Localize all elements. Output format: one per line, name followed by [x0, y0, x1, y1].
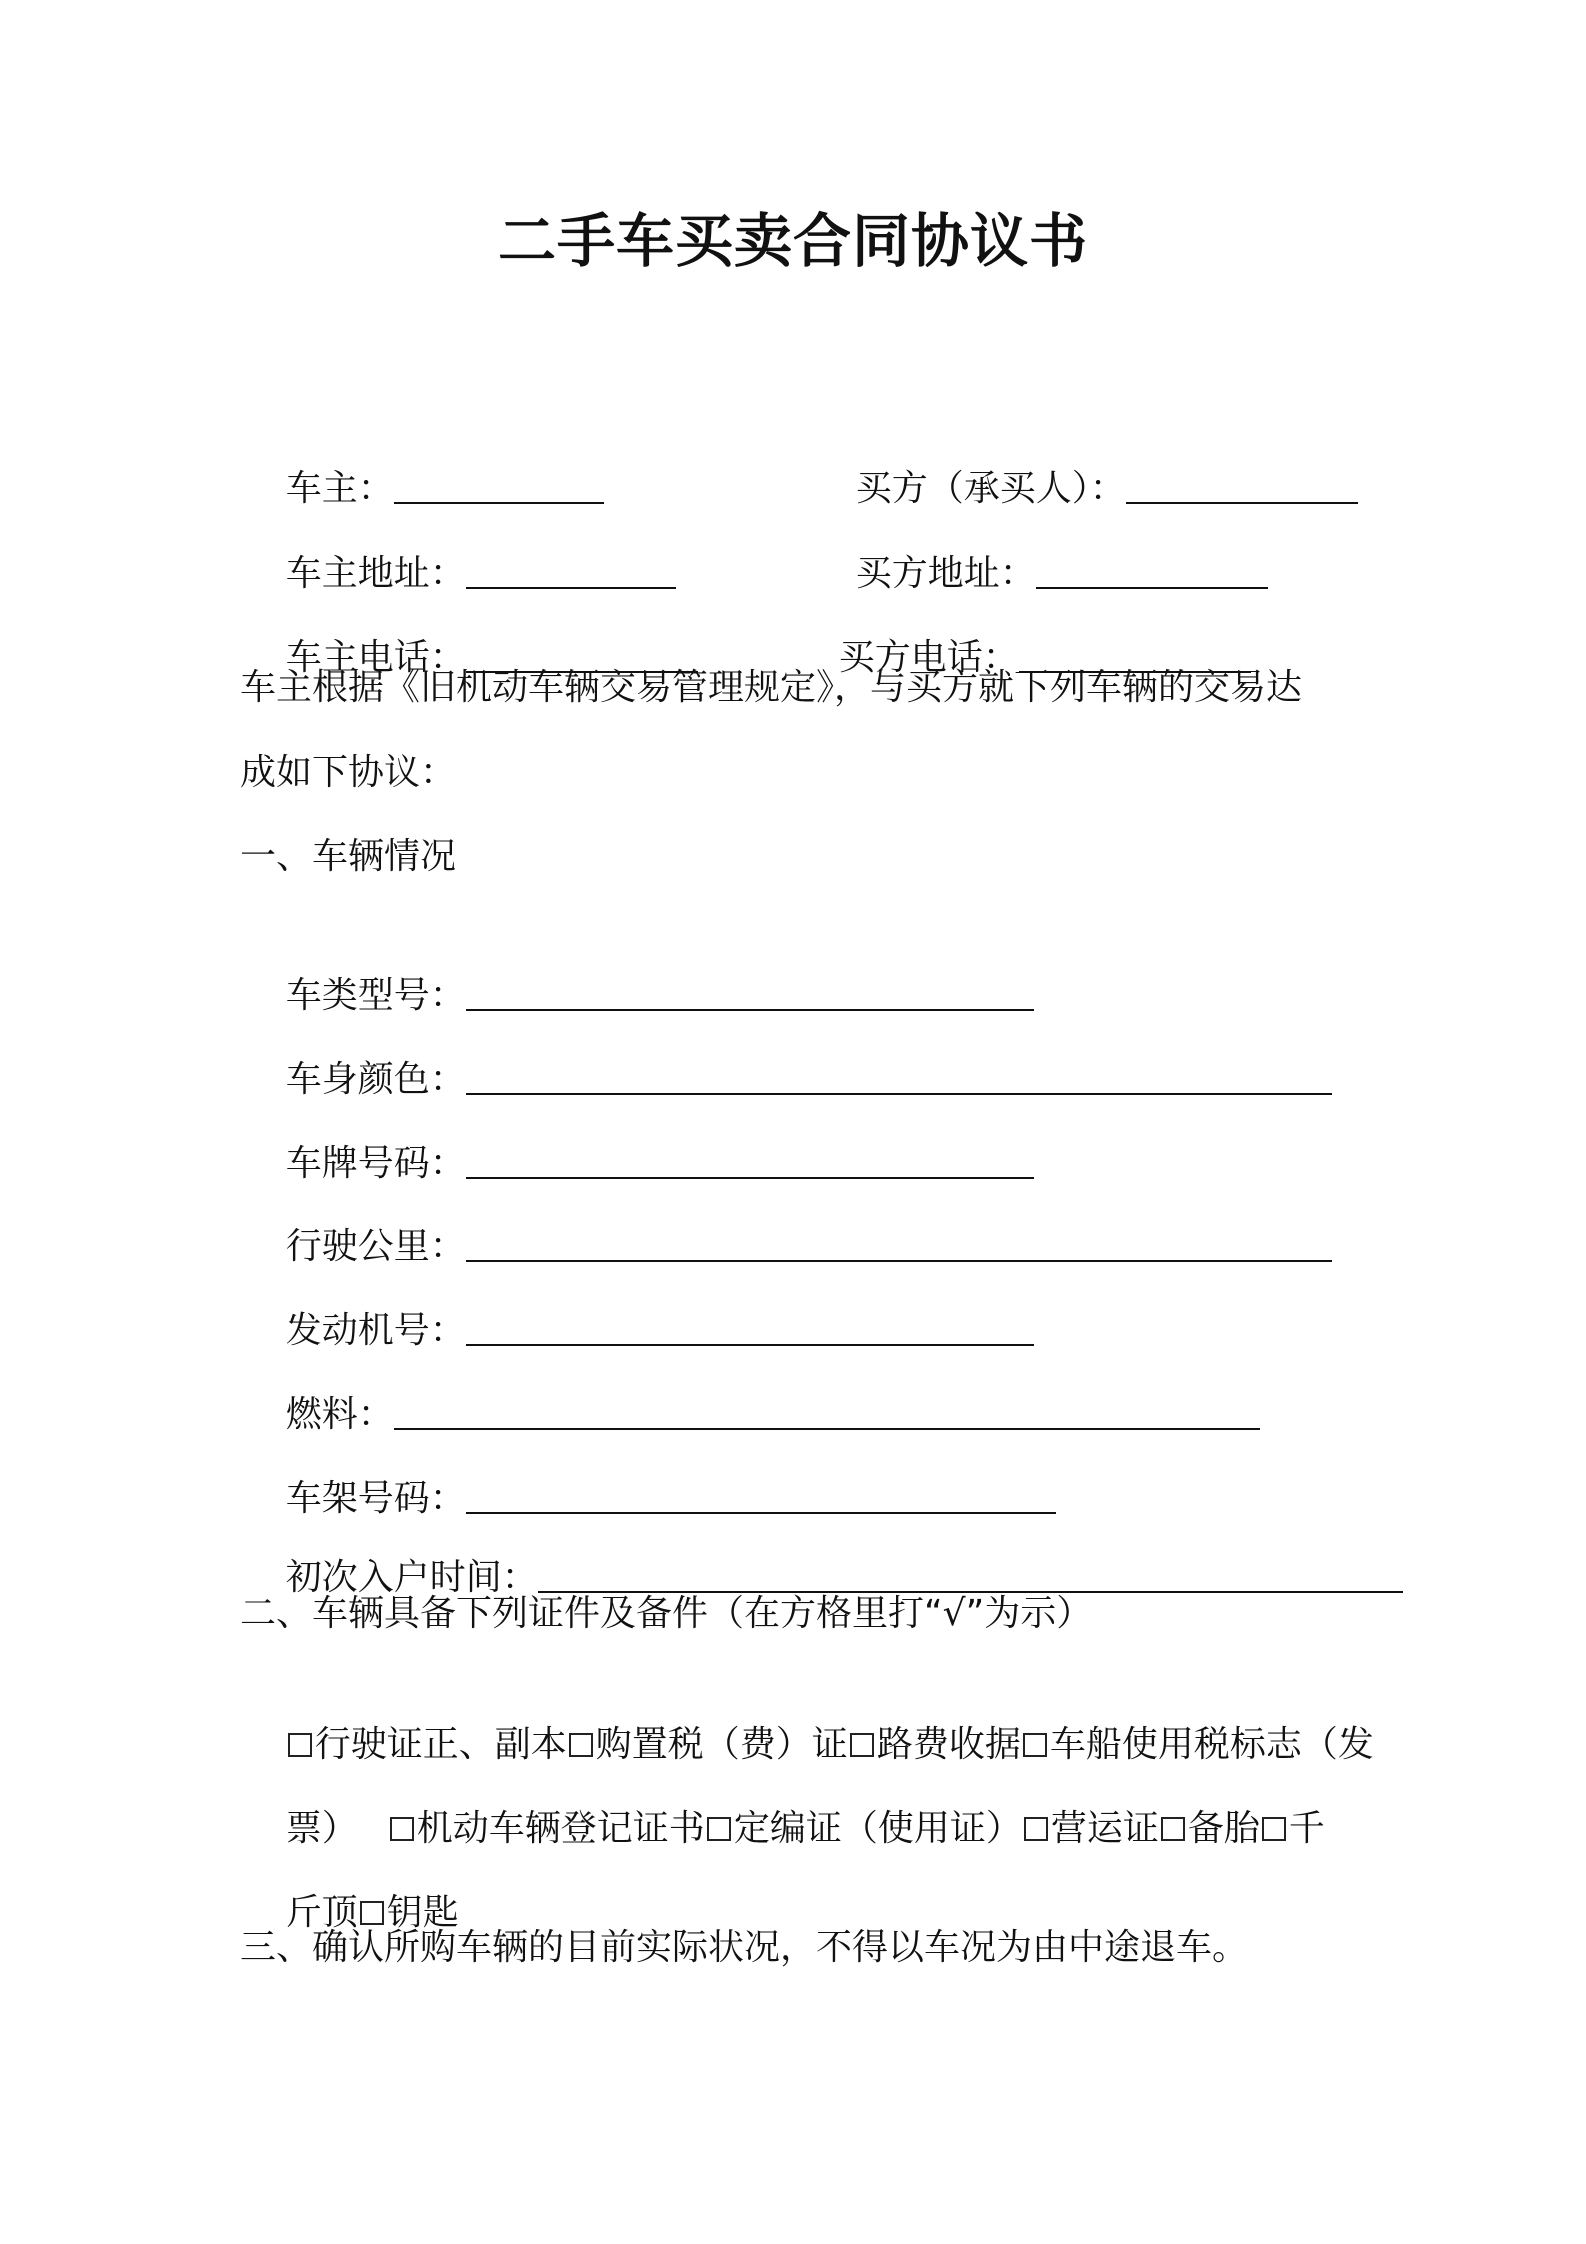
owner-address-label: 车主地址： — [285, 553, 466, 594]
first-registration-label: 初次入户时间： — [285, 1557, 538, 1598]
checkbox-jack[interactable] — [1262, 1817, 1286, 1841]
buyer-phone-label: 买方电话： — [838, 637, 1019, 678]
item-keys: 钥匙 — [386, 1892, 459, 1933]
vin-label: 车架号码： — [285, 1478, 466, 1519]
buyer-label: 买方（承买人）： — [855, 468, 1126, 509]
checkbox-quota-cert[interactable] — [707, 1817, 731, 1841]
checkbox-operation-cert[interactable] — [1024, 1817, 1048, 1841]
section2-heading: 二、车辆具备下列证件及备件（在方格里打“√”为示） — [240, 1593, 1093, 1634]
item-jack-b: 斤顶 — [285, 1892, 358, 1933]
model-field[interactable] — [466, 971, 1034, 1007]
checkbox-toll-receipt[interactable] — [850, 1733, 874, 1757]
item-operation-cert: 营运证 — [1050, 1808, 1159, 1849]
document-title: 二手车买卖合同协议书 — [497, 207, 1088, 275]
checkbox-spare-tire[interactable] — [1161, 1817, 1185, 1841]
engine-label: 发动机号： — [285, 1310, 466, 1351]
color-field[interactable] — [466, 1055, 1332, 1091]
first-registration-field[interactable] — [538, 1553, 1403, 1589]
plate-field[interactable] — [466, 1139, 1034, 1175]
buyer-address-label: 买方地址： — [855, 553, 1036, 594]
model-label: 车类型号： — [285, 975, 466, 1016]
section3-heading: 三、确认所购车辆的目前实际状况，不得以车况为由中途退车。 — [240, 1927, 1249, 1968]
owner-label: 车主： — [285, 468, 394, 509]
fuel-field[interactable] — [394, 1390, 1260, 1426]
checkbox-purchase-tax[interactable] — [569, 1733, 593, 1757]
item-toll-receipt: 路费收据 — [876, 1724, 1021, 1765]
mileage-field[interactable] — [466, 1222, 1332, 1258]
item-quota-cert: 定编证（使用证） — [733, 1808, 1022, 1849]
engine-field[interactable] — [466, 1306, 1034, 1342]
item-spare-tire: 备胎 — [1187, 1808, 1260, 1849]
intro-line-2: 成如下协议： — [240, 752, 457, 793]
fuel-label: 燃料： — [285, 1394, 394, 1435]
owner-name-field[interactable] — [394, 464, 604, 500]
plate-label: 车牌号码： — [285, 1143, 466, 1184]
item-purchase-tax: 购置税（费）证 — [595, 1724, 848, 1765]
item-vessel-tax-cont: 票） — [285, 1808, 358, 1849]
section1-heading: 一、车辆情况 — [240, 836, 457, 877]
intro-line-1: 车主根据《旧机动车辆交易管理规定》，与买方就下列车辆的交易达 — [240, 667, 1303, 708]
mileage-label: 行驶公里： — [285, 1226, 466, 1267]
buyer-name-field[interactable] — [1126, 464, 1358, 500]
color-label: 车身颜色： — [285, 1059, 466, 1100]
checkbox-registration-cert[interactable] — [390, 1817, 414, 1841]
checkbox-keys[interactable] — [360, 1901, 384, 1925]
item-jack-a: 千 — [1288, 1808, 1325, 1849]
buyer-address-field[interactable] — [1036, 549, 1268, 585]
owner-phone-label: 车主电话： — [285, 637, 466, 678]
item-license: 行驶证正、副本 — [314, 1724, 567, 1765]
checkbox-vessel-tax[interactable] — [1023, 1733, 1047, 1757]
owner-address-field[interactable] — [466, 549, 676, 585]
item-registration-cert: 机动车辆登记证书 — [416, 1808, 705, 1849]
checkbox-license[interactable] — [288, 1733, 312, 1757]
item-vessel-tax: 车船使用税标志（发 — [1049, 1724, 1374, 1765]
